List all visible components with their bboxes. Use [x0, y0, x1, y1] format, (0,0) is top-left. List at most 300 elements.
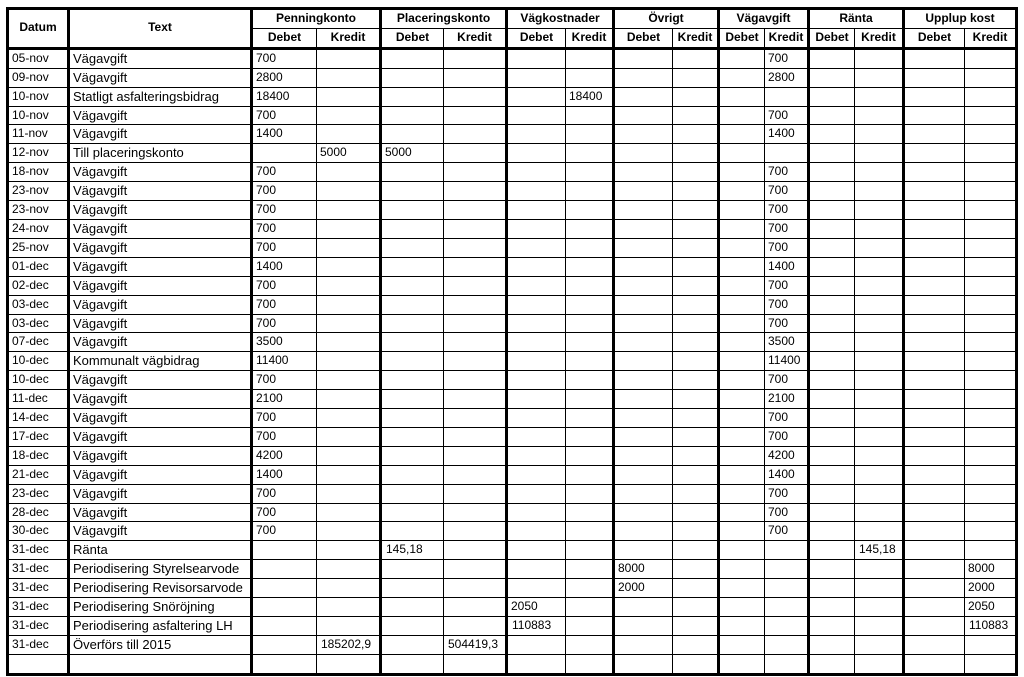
debet-cell — [252, 541, 317, 560]
debet-cell — [904, 333, 965, 352]
debet-cell: 1400 — [252, 257, 317, 276]
debet-cell: 3500 — [252, 333, 317, 352]
debet-cell — [809, 598, 855, 617]
kredit-cell — [855, 333, 904, 352]
kredit-cell — [444, 560, 507, 579]
text-cell: Vägavgift — [69, 163, 252, 182]
column-header-debet: Debet — [252, 28, 317, 48]
date-cell: 24-nov — [8, 219, 69, 238]
debet-cell — [904, 295, 965, 314]
debet-cell — [904, 87, 965, 106]
debet-cell — [719, 598, 765, 617]
kredit-cell — [765, 87, 809, 106]
debet-cell: 4200 — [252, 446, 317, 465]
kredit-cell — [566, 182, 614, 201]
kredit-cell — [965, 541, 1017, 560]
kredit-cell — [444, 276, 507, 295]
text-cell: Ränta — [69, 541, 252, 560]
debet-cell — [507, 635, 566, 654]
kredit-cell — [317, 201, 381, 220]
kredit-cell — [855, 465, 904, 484]
debet-cell — [381, 295, 444, 314]
date-cell: 18-nov — [8, 163, 69, 182]
debet-cell: 8000 — [614, 560, 673, 579]
kredit-cell — [317, 427, 381, 446]
debet-cell — [904, 409, 965, 428]
debet-cell — [507, 579, 566, 598]
kredit-cell — [965, 371, 1017, 390]
kredit-cell — [317, 87, 381, 106]
debet-cell — [614, 163, 673, 182]
kredit-cell — [855, 617, 904, 636]
kredit-cell: 700 — [765, 522, 809, 541]
kredit-cell — [965, 219, 1017, 238]
kredit-cell — [673, 68, 719, 87]
kredit-cell — [444, 579, 507, 598]
table-row — [8, 465, 1017, 484]
table-row — [8, 163, 1017, 182]
kredit-cell — [673, 427, 719, 446]
kredit-cell: 700 — [765, 503, 809, 522]
column-header-debet: Debet — [381, 28, 444, 48]
kredit-cell — [566, 314, 614, 333]
kredit-cell — [673, 163, 719, 182]
kredit-cell — [317, 617, 381, 636]
debet-cell — [719, 522, 765, 541]
kredit-cell: 3500 — [765, 333, 809, 352]
kredit-cell — [673, 522, 719, 541]
kredit-cell: 1400 — [765, 257, 809, 276]
debet-cell: 700 — [252, 106, 317, 125]
debet-cell — [809, 333, 855, 352]
kredit-cell — [317, 276, 381, 295]
kredit-cell — [673, 371, 719, 390]
column-header-kredit: Kredit — [765, 28, 809, 48]
date-cell: 02-dec — [8, 276, 69, 295]
debet-cell — [904, 503, 965, 522]
kredit-cell — [566, 106, 614, 125]
kredit-cell — [444, 371, 507, 390]
kredit-cell — [965, 276, 1017, 295]
debet-cell — [904, 654, 965, 674]
debet-cell — [904, 427, 965, 446]
table-row — [8, 238, 1017, 257]
text-cell: Vägavgift — [69, 276, 252, 295]
kredit-cell — [566, 427, 614, 446]
debet-cell — [809, 390, 855, 409]
kredit-cell — [317, 257, 381, 276]
kredit-cell — [566, 257, 614, 276]
kredit-cell — [566, 598, 614, 617]
table-row — [8, 541, 1017, 560]
text-cell: Vägavgift — [69, 522, 252, 541]
debet-cell — [507, 182, 566, 201]
kredit-cell — [765, 654, 809, 674]
kredit-cell — [566, 276, 614, 295]
debet-cell: 11400 — [252, 352, 317, 371]
debet-cell — [809, 522, 855, 541]
kredit-cell: 700 — [765, 163, 809, 182]
kredit-cell — [673, 87, 719, 106]
debet-cell: 5000 — [381, 144, 444, 163]
debet-cell — [507, 219, 566, 238]
ledger-table — [6, 7, 1018, 676]
ledger-body — [8, 48, 1017, 674]
debet-cell: 145,18 — [381, 541, 444, 560]
column-header-kredit: Kredit — [673, 28, 719, 48]
kredit-cell: 700 — [765, 201, 809, 220]
table-row — [8, 182, 1017, 201]
group-header-ovrigt: Övrigt — [614, 9, 719, 29]
table-row — [8, 68, 1017, 87]
kredit-cell — [673, 409, 719, 428]
kredit-cell — [673, 144, 719, 163]
kredit-cell — [317, 333, 381, 352]
debet-cell — [381, 201, 444, 220]
kredit-cell — [444, 427, 507, 446]
kredit-cell — [317, 409, 381, 428]
debet-cell — [904, 560, 965, 579]
table-row — [8, 409, 1017, 428]
text-cell: Vägavgift — [69, 409, 252, 428]
debet-cell — [904, 125, 965, 144]
table-row — [8, 314, 1017, 333]
kredit-cell — [855, 182, 904, 201]
debet-cell — [381, 484, 444, 503]
kredit-cell — [444, 503, 507, 522]
kredit-cell — [566, 541, 614, 560]
kredit-cell — [673, 352, 719, 371]
text-cell: Till placeringskonto — [69, 144, 252, 163]
kredit-cell — [965, 106, 1017, 125]
table-row — [8, 446, 1017, 465]
table-row — [8, 560, 1017, 579]
debet-cell — [507, 390, 566, 409]
kredit-cell — [673, 446, 719, 465]
debet-cell: 700 — [252, 409, 317, 428]
debet-cell: 700 — [252, 201, 317, 220]
debet-cell — [614, 427, 673, 446]
debet-cell: 700 — [252, 522, 317, 541]
kredit-cell — [965, 390, 1017, 409]
text-cell: Periodisering Snöröjning — [69, 598, 252, 617]
debet-cell — [614, 654, 673, 674]
kredit-cell: 700 — [765, 48, 809, 68]
debet-cell: 700 — [252, 163, 317, 182]
kredit-cell — [965, 125, 1017, 144]
kredit-cell — [673, 465, 719, 484]
kredit-cell — [673, 106, 719, 125]
kredit-cell — [765, 617, 809, 636]
debet-cell — [904, 522, 965, 541]
kredit-cell — [444, 314, 507, 333]
text-cell: Periodisering Styrelsearvode — [69, 560, 252, 579]
debet-cell — [904, 219, 965, 238]
kredit-cell — [673, 276, 719, 295]
kredit-cell — [566, 560, 614, 579]
debet-cell — [719, 579, 765, 598]
debet-cell — [381, 352, 444, 371]
debet-cell — [507, 352, 566, 371]
debet-cell: 2050 — [507, 598, 566, 617]
kredit-cell — [855, 522, 904, 541]
kredit-cell: 2100 — [765, 390, 809, 409]
kredit-cell — [317, 295, 381, 314]
debet-cell — [381, 390, 444, 409]
text-cell: Periodisering asfaltering LH — [69, 617, 252, 636]
kredit-cell — [855, 352, 904, 371]
debet-cell — [904, 182, 965, 201]
text-cell: Vägavgift — [69, 446, 252, 465]
debet-cell — [809, 295, 855, 314]
kredit-cell — [673, 48, 719, 68]
kredit-cell — [444, 390, 507, 409]
debet-cell — [507, 68, 566, 87]
text-cell: Vägavgift — [69, 106, 252, 125]
kredit-cell — [673, 333, 719, 352]
date-cell: 28-dec — [8, 503, 69, 522]
debet-cell — [719, 314, 765, 333]
debet-cell — [809, 257, 855, 276]
date-cell — [8, 654, 69, 674]
debet-cell — [507, 257, 566, 276]
kredit-cell — [965, 238, 1017, 257]
debet-cell — [252, 579, 317, 598]
debet-cell — [904, 163, 965, 182]
text-cell: Vägavgift — [69, 219, 252, 238]
debet-cell — [614, 635, 673, 654]
text-cell: Vägavgift — [69, 48, 252, 68]
debet-cell — [809, 314, 855, 333]
kredit-cell — [855, 484, 904, 503]
debet-cell — [614, 541, 673, 560]
kredit-cell: 2000 — [965, 579, 1017, 598]
debet-cell — [614, 390, 673, 409]
debet-cell — [507, 409, 566, 428]
debet-cell — [381, 333, 444, 352]
debet-cell — [809, 48, 855, 68]
kredit-cell — [855, 654, 904, 674]
debet-cell: 18400 — [252, 87, 317, 106]
debet-cell — [719, 257, 765, 276]
debet-cell — [719, 87, 765, 106]
kredit-cell — [317, 390, 381, 409]
kredit-cell — [765, 560, 809, 579]
debet-cell — [614, 465, 673, 484]
debet-cell — [809, 238, 855, 257]
debet-cell — [381, 654, 444, 674]
text-cell: Vägavgift — [69, 427, 252, 446]
date-cell: 10-nov — [8, 106, 69, 125]
debet-cell — [809, 182, 855, 201]
kredit-cell — [444, 68, 507, 87]
kredit-cell — [444, 125, 507, 144]
kredit-cell — [566, 144, 614, 163]
kredit-cell — [444, 654, 507, 674]
kredit-cell: 2800 — [765, 68, 809, 87]
date-cell: 05-nov — [8, 48, 69, 68]
debet-cell: 700 — [252, 238, 317, 257]
debet-cell — [809, 465, 855, 484]
debet-cell — [904, 201, 965, 220]
kredit-cell — [855, 560, 904, 579]
date-cell: 31-dec — [8, 560, 69, 579]
kredit-cell — [317, 371, 381, 390]
debet-cell — [381, 503, 444, 522]
debet-cell — [904, 541, 965, 560]
kredit-cell — [855, 427, 904, 446]
debet-cell — [381, 617, 444, 636]
debet-cell: 700 — [252, 314, 317, 333]
group-header-upplup-kost: Upplup kost — [904, 9, 1017, 29]
kredit-cell — [855, 295, 904, 314]
text-cell: Vägavgift — [69, 503, 252, 522]
table-row — [8, 617, 1017, 636]
date-cell: 10-dec — [8, 352, 69, 371]
debet-cell: 1400 — [252, 125, 317, 144]
debet-cell — [904, 598, 965, 617]
kredit-cell — [317, 654, 381, 674]
column-header-debet: Debet — [809, 28, 855, 48]
debet-cell — [809, 654, 855, 674]
kredit-cell — [855, 276, 904, 295]
debet-cell — [507, 333, 566, 352]
debet-cell — [614, 484, 673, 503]
debet-cell — [381, 635, 444, 654]
kredit-cell — [855, 125, 904, 144]
text-cell: Vägavgift — [69, 295, 252, 314]
kredit-cell — [855, 163, 904, 182]
kredit-cell — [317, 352, 381, 371]
debet-cell — [809, 352, 855, 371]
kredit-cell — [444, 484, 507, 503]
debet-cell — [904, 68, 965, 87]
table-row — [8, 654, 1017, 674]
table-row — [8, 427, 1017, 446]
kredit-cell — [855, 238, 904, 257]
debet-cell — [904, 390, 965, 409]
group-header-vagkostnader: Vägkostnader — [507, 9, 614, 29]
header-group-row — [8, 9, 1017, 29]
kredit-cell — [965, 87, 1017, 106]
debet-cell — [381, 125, 444, 144]
kredit-cell — [765, 598, 809, 617]
kredit-cell: 1400 — [765, 125, 809, 144]
debet-cell — [614, 352, 673, 371]
debet-cell: 110883 — [507, 617, 566, 636]
debet-cell — [381, 598, 444, 617]
kredit-cell — [965, 352, 1017, 371]
kredit-cell — [673, 541, 719, 560]
debet-cell — [507, 503, 566, 522]
debet-cell — [809, 427, 855, 446]
kredit-cell — [444, 446, 507, 465]
debet-cell — [719, 201, 765, 220]
debet-cell — [719, 219, 765, 238]
kredit-cell — [444, 295, 507, 314]
debet-cell: 2000 — [614, 579, 673, 598]
kredit-cell — [444, 182, 507, 201]
debet-cell — [904, 48, 965, 68]
kredit-cell: 700 — [765, 106, 809, 125]
debet-cell — [381, 163, 444, 182]
kredit-cell: 700 — [765, 276, 809, 295]
date-cell: 09-nov — [8, 68, 69, 87]
group-header-penningkonto: Penningkonto — [252, 9, 381, 29]
kredit-cell: 5000 — [317, 144, 381, 163]
debet-cell — [252, 617, 317, 636]
debet-cell — [904, 446, 965, 465]
kredit-cell — [673, 182, 719, 201]
kredit-cell — [444, 238, 507, 257]
debet-cell — [719, 560, 765, 579]
debet-cell — [719, 541, 765, 560]
kredit-cell — [566, 484, 614, 503]
debet-cell — [614, 522, 673, 541]
kredit-cell — [965, 503, 1017, 522]
text-cell: Vägavgift — [69, 201, 252, 220]
table-row — [8, 125, 1017, 144]
table-row — [8, 257, 1017, 276]
kredit-cell — [444, 465, 507, 484]
debet-cell — [809, 163, 855, 182]
kredit-cell — [673, 257, 719, 276]
date-cell: 18-dec — [8, 446, 69, 465]
debet-cell — [507, 201, 566, 220]
kredit-cell: 700 — [765, 427, 809, 446]
debet-cell — [252, 654, 317, 674]
debet-cell — [381, 219, 444, 238]
kredit-cell — [566, 503, 614, 522]
table-row — [8, 144, 1017, 163]
kredit-cell: 2050 — [965, 598, 1017, 617]
table-row — [8, 484, 1017, 503]
kredit-cell: 11400 — [765, 352, 809, 371]
kredit-cell — [855, 144, 904, 163]
table-row — [8, 276, 1017, 295]
kredit-cell — [855, 446, 904, 465]
debet-cell — [507, 295, 566, 314]
table-row — [8, 522, 1017, 541]
date-cell: 31-dec — [8, 541, 69, 560]
debet-cell — [904, 617, 965, 636]
debet-cell — [507, 427, 566, 446]
kredit-cell — [965, 257, 1017, 276]
kredit-cell — [855, 635, 904, 654]
text-cell: Vägavgift — [69, 465, 252, 484]
debet-cell — [809, 371, 855, 390]
kredit-cell — [855, 68, 904, 87]
debet-cell — [614, 144, 673, 163]
debet-cell — [809, 541, 855, 560]
debet-cell — [507, 276, 566, 295]
kredit-cell — [317, 163, 381, 182]
kredit-cell — [855, 390, 904, 409]
kredit-cell — [673, 654, 719, 674]
kredit-cell — [317, 522, 381, 541]
kredit-cell: 4200 — [765, 446, 809, 465]
debet-cell — [614, 598, 673, 617]
debet-cell — [904, 144, 965, 163]
kredit-cell — [673, 598, 719, 617]
debet-cell — [381, 314, 444, 333]
date-cell: 14-dec — [8, 409, 69, 428]
kredit-cell — [855, 598, 904, 617]
debet-cell — [904, 579, 965, 598]
debet-cell — [252, 598, 317, 617]
date-cell: 12-nov — [8, 144, 69, 163]
kredit-cell — [317, 219, 381, 238]
